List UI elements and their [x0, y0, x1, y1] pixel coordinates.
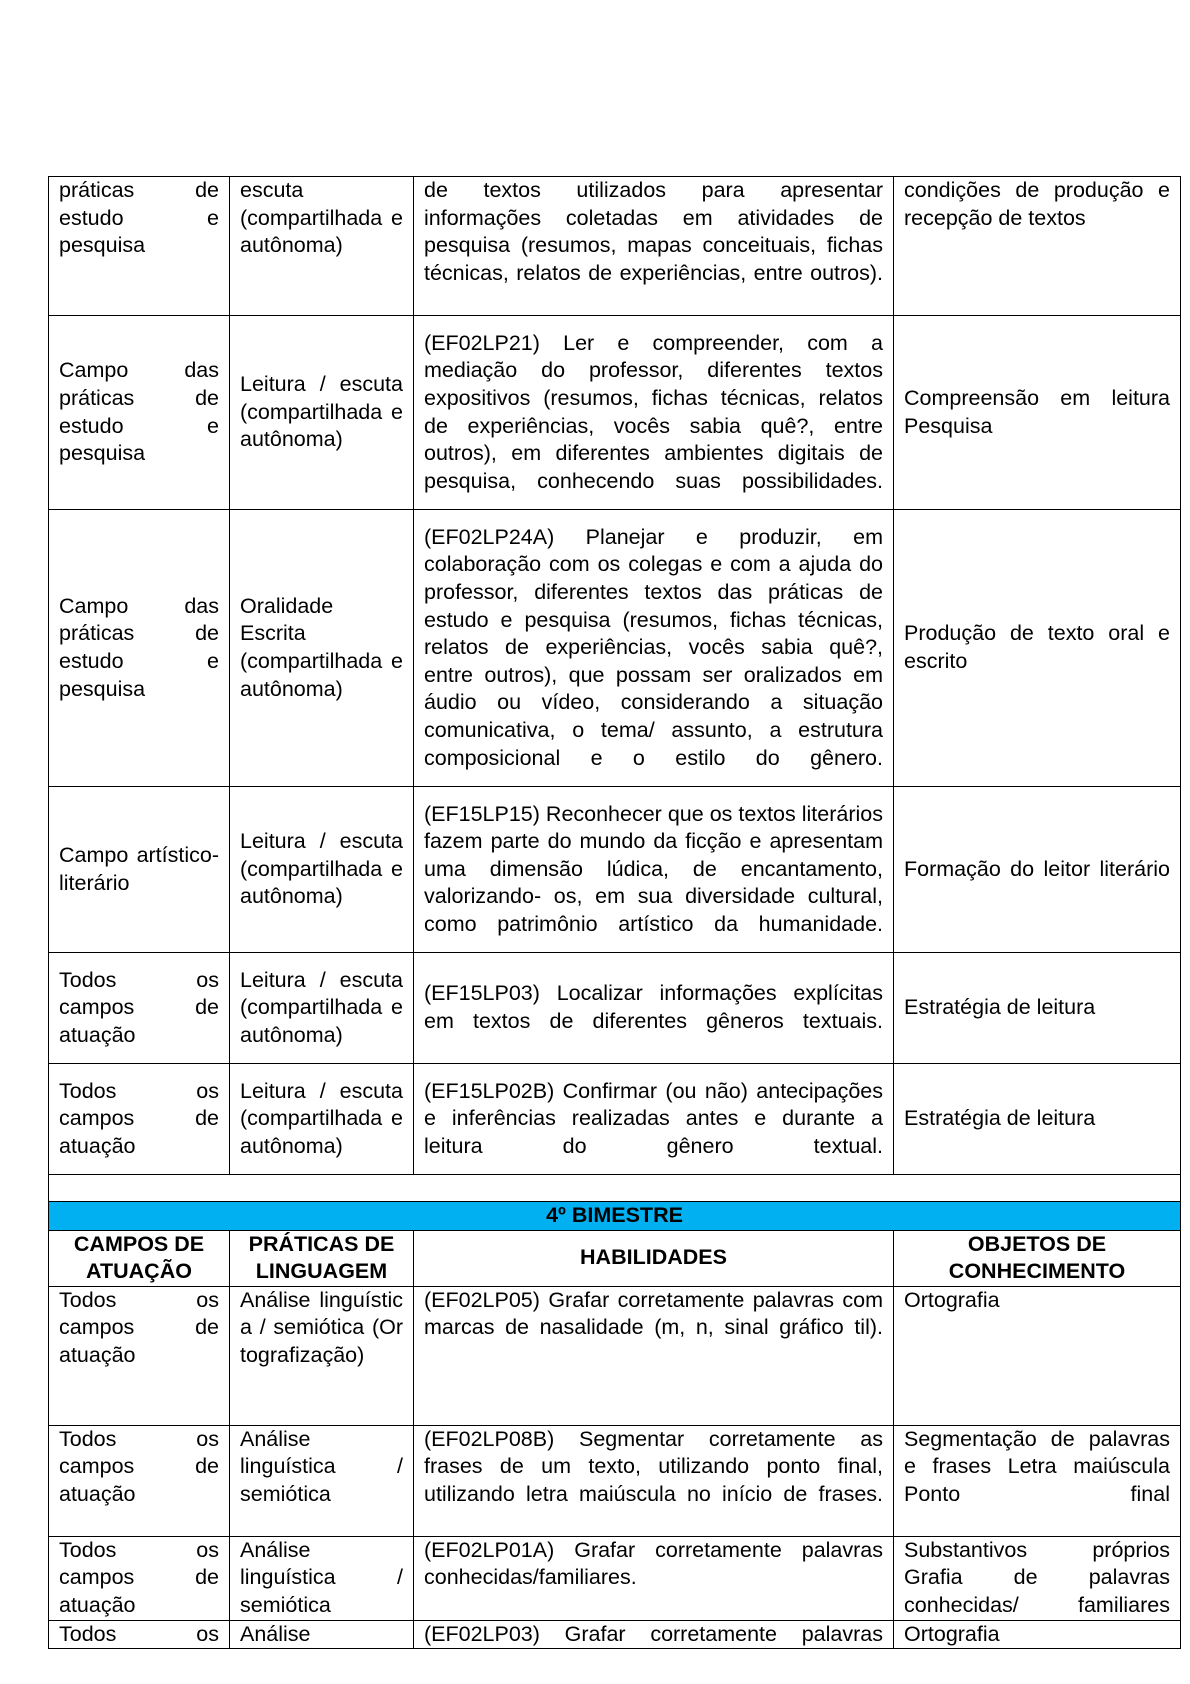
objeto-cell: Compreensão em leitura Pesquisa [894, 316, 1181, 510]
campo-cell: práticas de estudo e pesquisa [49, 177, 230, 316]
pratica-cell: Leitura / escuta (compartilhada e autônoma) [230, 1064, 414, 1175]
header-row [49, 1230, 1181, 1286]
objeto-cell: Ortografia [894, 1286, 1181, 1425]
campo-cell: Campo das práticas de estudo e pesquisa [49, 510, 230, 787]
campo-cell: Todos os campos de atuação [49, 1425, 230, 1536]
campo-cell: Todos os campos de atuação [49, 953, 230, 1064]
table-row [49, 1286, 1181, 1425]
objeto-cell: condições de produção e recepção de textos [894, 177, 1181, 316]
curriculum-document [48, 176, 1180, 1649]
table-row [49, 1536, 1181, 1620]
table-row [49, 787, 1181, 953]
campo-cell: Campo das práticas de estudo e pesquisa [49, 316, 230, 510]
pratica-cell: Leitura / escuta (compartilhada e autônoma) [230, 316, 414, 510]
habilidade-cell: (EF15LP02B) Confirmar (ou não) antecipações e inferências realizadas antes e durante a leitura do gênero textual. [414, 1064, 894, 1175]
header-objetos: OBJETOS DE CONHECIMENTO [894, 1230, 1181, 1286]
pratica-cell: Leitura / escuta (compartilhada e autônoma) [230, 787, 414, 953]
objeto-cell: Formação do leitor literário [894, 787, 1181, 953]
table-row [49, 316, 1181, 510]
bimestre-title: 4º BIMESTRE [49, 1202, 1181, 1231]
habilidade-cell: (EF02LP24A) Planejar e produzir, em colaboração com os colegas e com a ajuda do professor, diferentes textos das práticas de estudo e pesquisa (resumos, fichas técnicas, relatos de experiências, vocês sabia quê?, entre outros), que possam ser oralizados em áudio ou vídeo, considerando a situação comunicativa, o tema/ assunto, a estrutura composicional e o estilo do gênero. [414, 510, 894, 787]
header-habilidades: HABILIDADES [414, 1230, 894, 1286]
objeto-cell: Estratégia de leitura [894, 953, 1181, 1064]
habilidade-cell: (EF15LP03) Localizar informações explícitas em textos de diferentes gêneros textuais. [414, 953, 894, 1064]
habilidade-cell: (EF02LP03) Grafar corretamente palavras [414, 1620, 894, 1649]
pratica-cell: Oralidade Escrita (compartilhada e autônoma) [230, 510, 414, 787]
pratica-cell: Análise linguística / semiótica (Ortografização) [230, 1286, 414, 1425]
pratica-cell: escuta (compartilhada e autônoma) [230, 177, 414, 316]
table-row [49, 1620, 1181, 1649]
table-row [49, 1064, 1181, 1175]
campo-cell: Todos os campos de atuação [49, 1286, 230, 1425]
habilidade-cell: (EF02LP21) Ler e compreender, com a mediação do professor, diferentes textos expositivos (resumos, fichas técnicas, relatos de experiências, vocês sabia quê?, entre outros), em diferentes ambientes digitais de pesquisa, conhecendo suas possibilidades. [414, 316, 894, 510]
bimestre-banner-row [49, 1202, 1181, 1231]
habilidade-cell: (EF02LP08B) Segmentar corretamente as frases de um texto, utilizando ponto final, utilizando letra maiúscula no início de frases. [414, 1425, 894, 1536]
table-row [49, 510, 1181, 787]
campo-cell: Todos os campos de atuação [49, 1536, 230, 1620]
pratica-cell: Análise linguística / semiótica [230, 1425, 414, 1536]
habilidade-cell: de textos utilizados para apresentar informações coletadas em atividades de pesquisa (resumos, mapas conceituais, fichas técnicas, relatos de experiências, entre outros). [414, 177, 894, 316]
objeto-cell: Segmentação de palavras e frases Letra maiúscula Ponto final [894, 1425, 1181, 1536]
curriculum-table [48, 176, 1181, 1649]
campo-cell: Todos os campos de atuação [49, 1064, 230, 1175]
objeto-cell: Substantivos próprios Grafia de palavras conhecidas/ familiares [894, 1536, 1181, 1620]
habilidade-cell: (EF02LP01A) Grafar corretamente palavras conhecidas/familiares. [414, 1536, 894, 1620]
objeto-cell: Produção de texto oral e escrito [894, 510, 1181, 787]
pratica-cell: Leitura / escuta (compartilhada e autônoma) [230, 953, 414, 1064]
campo-cell: Campo artístico-literário [49, 787, 230, 953]
spacer-row [49, 1175, 1181, 1202]
table-row [49, 177, 1181, 316]
campo-cell: Todos os [49, 1620, 230, 1649]
table-row [49, 1425, 1181, 1536]
objeto-cell: Estratégia de leitura [894, 1064, 1181, 1175]
habilidade-cell: (EF15LP15) Reconhecer que os textos literários fazem parte do mundo da ficção e apresentam uma dimensão lúdica, de encantamento, valorizando- os, em sua diversidade cultural, como patrimônio artístico da humanidade. [414, 787, 894, 953]
header-praticas: PRÁTICAS DE LINGUAGEM [230, 1230, 414, 1286]
pratica-cell: Análise [230, 1620, 414, 1649]
pratica-cell: Análise linguística / semiótica [230, 1536, 414, 1620]
header-campos: CAMPOS DE ATUAÇÃO [49, 1230, 230, 1286]
table-row [49, 953, 1181, 1064]
habilidade-cell: (EF02LP05) Grafar corretamente palavras com marcas de nasalidade (m, n, sinal gráfico til). [414, 1286, 894, 1425]
objeto-cell: Ortografia [894, 1620, 1181, 1649]
spacer-cell [49, 1175, 1181, 1202]
